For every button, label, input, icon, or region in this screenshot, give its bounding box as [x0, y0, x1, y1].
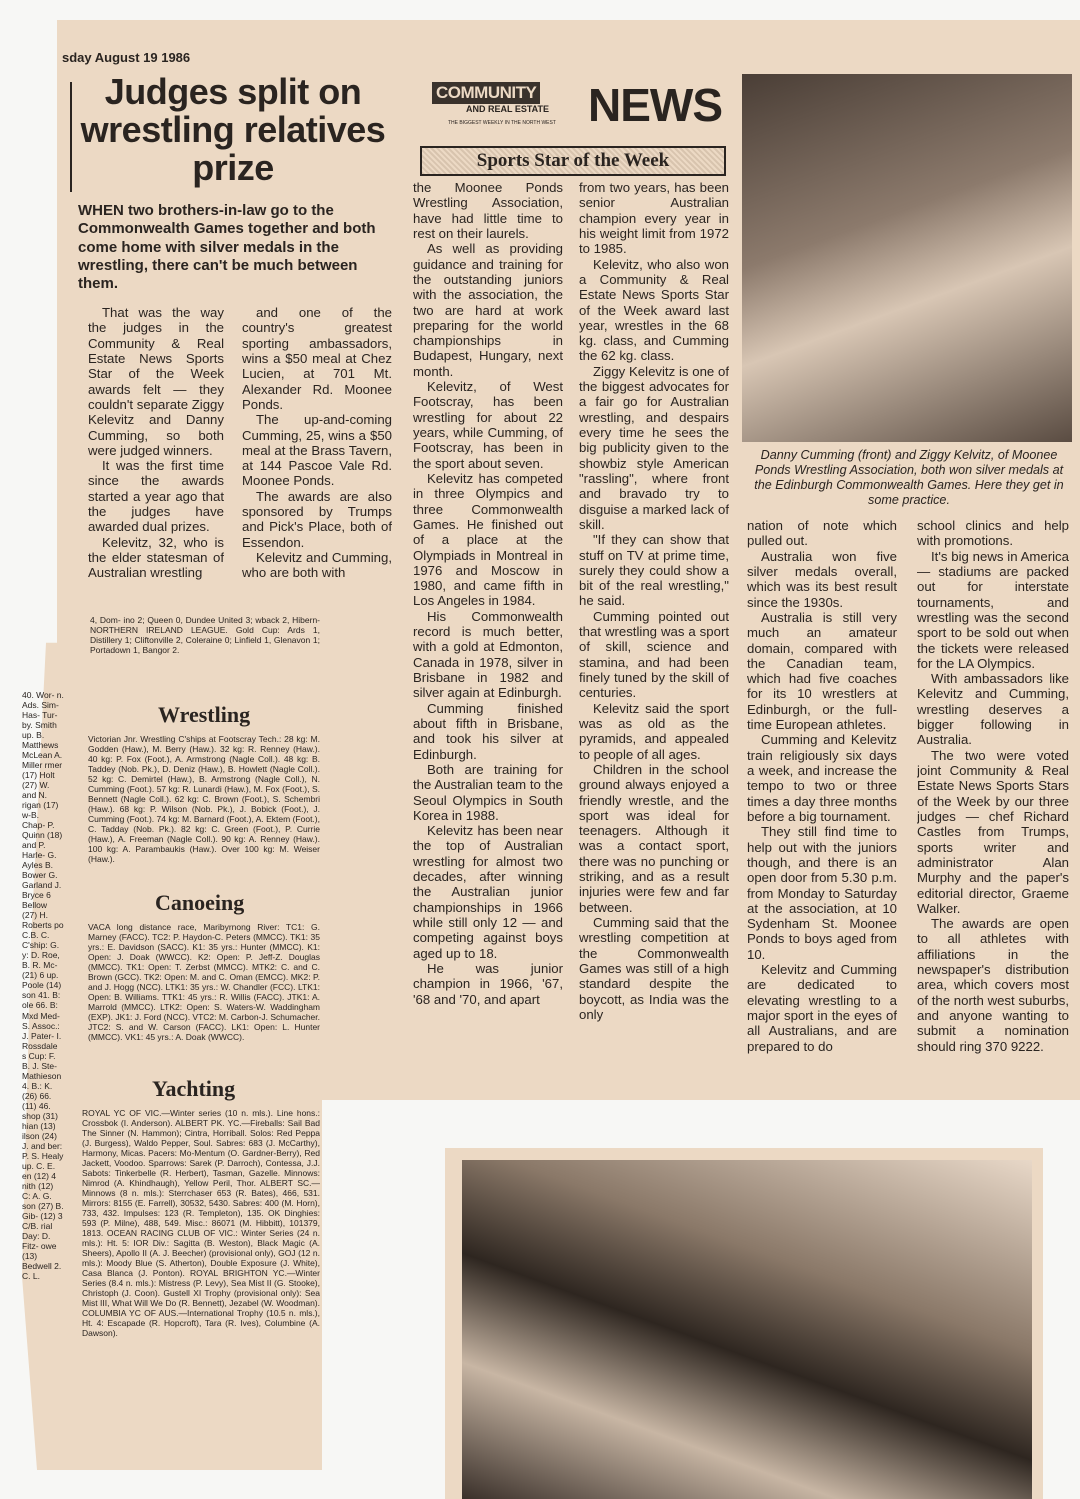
paragraph: Children in the school ground always enjoyed a friendly wrestle, and the sport was ideal for teenagers. Although it was a contact sport, there was no punching or striking, and as a result injuries were few and far between. [579, 761, 729, 915]
paragraph: Australia won five silver medals overall, which was its best result since the 1930s. [747, 548, 897, 610]
feature-title: Sports Star of the Week [420, 146, 726, 176]
masthead [418, 76, 738, 140]
paragraph: Cumming and Kelevitz train religiously six days a week, and increase the tempo to two or three times a day three months before a big tournament. [747, 732, 897, 824]
article-column-5 [747, 518, 897, 1090]
standfirst: WHEN two brothers-in-law go to the Commonwealth Games together and both come home with silver medals in the wrestling, there can't be much between them. [78, 202, 376, 293]
paragraph: Kelevitz has competed in three Olympics and three Commonwealth Games. He finished out of a place at the Olympiads in Montreal in 1976 and Moscow in 1980, and came fifth in Los Angeles in 1984. [413, 470, 563, 609]
canoeing-heading: Canoeing [155, 890, 245, 915]
paragraph: With ambassadors like Kelevitz and Cumming, wrestling deserves a bigger following in Australia. [917, 671, 1069, 748]
paragraph: "If they can show that stuff on TV at prime time, surely they could show a bit of the real wrestling," he said. [579, 532, 729, 609]
paragraph: The awards are open to all athletes with affiliations in the newspaper's distribution area, which covers most of the north west suburbs, and anyone wanting to submit a nomination should ring 370 9222. [917, 916, 1069, 1054]
paragraph: Kelevitz said the sport was as old as the pyramids, and appealed to people of all ages. [579, 700, 729, 762]
canoeing-results: VACA long distance race, Maribyrnong River: TC1: G. Marney (FACC). TC2: P. Haydon-C. Peters (MMCC). TK1: 35 yrs.: E. Davidson (SACC). K1: 35 yrs.: Hunter (MMCC). K1: Open: J. Doak (WWCC). K2: Open: P. Jeff-Z. Douglas (MMCC). TK1: Open: T. Zerbst (MMCC). MTK2: C. and C. Brown (GCC). TK2: Open: M. and C. Oman (EMCC). MK2: P. and J. Hogg (NCC). LTK1: 35 yrs.: W. Chandler (FCC). LTK1: Open: B. Williams. TTK1: 45 yrs.: R. Willis (FACC). JTK1: A. Marrold (MMCC). LTK2: Open: S. Waters-W. Waddingham (EXP). JK1: J. Ford (NCC). VTC2: M. Carbon-J. Schumacher. JTC2: S. and W. Carson (FACC). LK1: Open: L. Hunter (MMCC). VK1: 45 yrs.: A. Doak (WWCC). [88, 922, 320, 1043]
yachting-results: ROYAL YC OF VIC.—Winter series (10 n. mls.). Line hons.: Crossbok (I. Anderson). ALBERT PK. YC.—Fireballs: Sail Bad The Sinner (N. Hammon); Cintra, Horriball. Solos: Red Peppa (J. Burgess), Waldo Pepper, Soul. Sabres: 683 (J. McCarthy), Harmony, Micas. Pacers: Mo-Mentum (O. Gardner-Berry), Red Jackett, Voodoo. Sparrows: Sarek (P. Darroch), Contessa, J.J. Sabots: Tinkerbelle (R. Herbert), Tasman, Gazelle. Minnows: Nimrod (A. Khindhaugh), Yellow Peril, Thor. ALBERT SC.—Minnows (8 n. mls.): Sterrchaser 653 (R. Bates), 466, 531. Mirrors: 8155 (E. Farrell), 30532, 5430. Sabres: 400 (M. Horn), 733, 432. Impulses: 123 (R. Templeton), 135. OK Dinghies: 593 (P. Milne), 488, 549. Misc.: 86071 (M. Hibbitt), 101379, 1813. OCEAN RACING CLUB OF VIC.: Winter Series (24 n. mls.): Ht. 5: IOR Div.: Sagitta (B. Weston), Black Magic (A. Sheers), Apollo II (A. J. Beecher) (provisional only), GOJ (12 n. mls.): Moody Blue (S. Atherton), Double Exposure (J. White), Casa Blanca (J. Ponton). ROYAL BRIGHTON YC.—Winter Series (8.4 n. mls.): Mistress (P. Levy), Sea Mist II (G. Stooke), Christoph (J. Coon). Gustell XI Trophy (provisional only): Sea Mist III, What Will We Do (R. Bennett), Jezabel (W. Woodman). COLUMBIA YC OF AUS.—International Trophy (10.5 n. mls.), Ht. 4: Escapade (R. Hopcroft), Tara (R. Ives), Columbine (A. Dawson). [82, 1108, 320, 1339]
article-column-3 [413, 180, 563, 1090]
dateline: sday August 19 1986 [62, 50, 191, 65]
paragraph: He was junior champion in 1966, '67, '68 and '70, and apart [413, 960, 563, 1007]
paragraph: Cumming finished about fifth in Brisbane, and took his silver at Edinburgh. [413, 700, 563, 762]
wrestlers-practice-photo [742, 74, 1072, 442]
article-column-1 [88, 305, 224, 580]
paragraph: His Commonwealth record is much better, with a gold at Edmonton, Canada in 1978, silver in Brisbane in 1982 and silver again at Edinburgh. [413, 608, 563, 701]
paragraph: from two years, has been senior Australian champion every year in his weight limit from 1972 to 1985. [579, 180, 729, 257]
paragraph: and one of the country's greatest sporting ambassadors, wins a $50 meal at Chez Lucien, at 701 Mt. Alexander Rd. Moonee Ponds. [242, 305, 392, 412]
wrestling-action-photo [462, 1160, 1032, 1499]
wrestling-heading: Wrestling [158, 702, 251, 727]
paragraph: That was the way the judges in the Community & Real Estate News Sports Star of the Week awards felt — they couldn't separate Ziggy Kelevitz and Danny Cumming, so both were judged winners. [88, 305, 224, 458]
football-results: 4, Dom- ino 2; Queen 0, Dundee United 3; wback 2, Hibern- NORTHERN IRELAND LEAGUE. Gold Cup: Ards 1, Distillery 1; Cliftonville 2, Coleraine 0; Linfield 1, Glenavon 1; Portadown 1, Bangor 2. [90, 615, 320, 656]
paragraph: nation of note which pulled out. [747, 518, 897, 549]
paragraph: Kelevitz, who also won a Community & Real Estate News Sports Star of the Week award last year, wrestles in the 68 kg. class, and Cumming the 62 kg. class. [579, 256, 729, 364]
paragraph: Kelevitz has been near the top of Australian wrestling for almost two decades, after winning the Australian junior championships in 1966 while still only 12 — and competing against boys aged up to 18. [413, 823, 563, 961]
masthead-community: COMMUNITY [432, 82, 540, 104]
paragraph: Kelevitz, of West Footscray, has been wrestling for about 22 years, while Cumming, of Footscray, has been in the sport about seven. [413, 379, 563, 471]
masthead-real-estate: AND REAL ESTATE [466, 104, 550, 114]
article-column-6 [917, 518, 1069, 1090]
paragraph: Cumming said that the wrestling competition at the Commonwealth Games was still of a high standard despite the boycott, as India was the only [579, 915, 729, 1022]
partial-results-edge: 40. Wor- n. Ads. Sim- Has- Tur- by. Smith up. B. Matthews McLean A. Miller rmer (17) Holt (27) W. and N. rigan (17) w-B. Chap- P. Quinn (18) and P. Harle- G. Ayles B. Bower G. Garland J. Bryce 6 Bellow (27) H. Roberts po C.B. C. C'ship: G. y: D. Roe, B. R. Mc- (21) 6 up. Poole (14) son 41. B: ole 66. B: Mxd Med- S. Assoc.: J. Pater- I. Rossdale s Cup: F. B. J. Ste- Mathieson 4. B.: K. (26) 66. (11) 46. shop (31) hian (13) ilson (24) J. and ber: P. S. Healy up. C. E. en (12) 4 nith (12) C: A. G. son (27) B. Gib- (12) 3 C/B. rial Day: D. Fitz- owe (13) Bedwell 2. C. L. [22, 690, 64, 1281]
headline-rule [70, 82, 72, 192]
paragraph: It was the first time since the awards started a year ago that the judges have awarded dual prizes. [88, 458, 224, 535]
masthead-tagline: THE BIGGEST WEEKLY IN THE NORTH WEST [448, 120, 556, 126]
paragraph: As well as providing guidance and training for the outstanding juniors with the association, the two are hard at work preparing for the world championships in Budapest, Hungary, next month. [413, 241, 563, 379]
article-column-4 [579, 180, 729, 1090]
paragraph: the Moonee Ponds Wrestling Association, have had little time to rest on their laurels. [413, 180, 563, 241]
headline: Judges split on wrestling relatives prize [80, 71, 386, 188]
paragraph: Australia is still very much an amateur domain, compared with the Canadian team, which had five coaches for its 10 wrestlers at Edinburgh, or the full-time European athletes. [747, 609, 897, 733]
paragraph: Kelevitz, 32, who is the elder statesman of Australian wrestling [88, 534, 224, 580]
paragraph: school clinics and help with promotions. [917, 518, 1069, 549]
paragraph: Both are training for the Australian team to the Seoul Olympics in South Korea in 1988. [413, 761, 563, 823]
paragraph: The two were voted joint Community & Real Estate News Sports Stars of the Week by our three judges — chef Richard Castles from Trumps, sports writer and administrator Alan Murphy and the paper's editorial director, Graeme Walker. [917, 747, 1069, 916]
photo-caption: Danny Cumming (front) and Ziggy Kelvitz, of Moonee Ponds Wrestling Association, both won silver medals at the Edinburgh Commonwealth Games. Here they get in some practice. [754, 448, 1064, 508]
article-column-2 [242, 305, 392, 580]
paragraph: The up-and-coming Cumming, 25, wins a $50 meal at the Brass Tavern, at 144 Pascoe Vale Rd. Moonee Ponds. [242, 412, 392, 489]
wrestling-results: Victorian Jnr. Wrestling C'ships at Footscray Tech.: 28 kg: M. Godden (Haw.), M. Berry (Haw.). 32 kg: R. Renney (Haw.). 40 kg: P. Fox (Foot.), A. Armstrong (Nagle Coll.). 48 kg: B. Taddey (Nob. Pk.), D. Deniz (Haw.), B. Howlett (Nagle Coll.). 52 kg: C. Demirtel (Haw.), B. Armstrong (Nagle Coll.), N. Cumming (Foot.). 57 kg: R. Lunardi (Haw.), M. Fox (Foot.), S. Bennett (Nagle Coll.). 62 kg: C. Brown (Foot.), S. Schembri (Haw.). 68 kg: P. Wilson (Nob. Pk.), J. Bobick (Foot.), J. Cumming (Foot.). 74 kg: M. Barnard (Foot.), A. Ektem (Foot.), C. Tadday (Nob. Pk.). 82 kg: C. Green (Foot.), P. Currie (Haw.), A. Freeman (Nagle Coll.). 90 kg: A. Renney (Haw.). 100 kg: A. Parambaukis (Haw.). Over 100 kg: M. Weiser (Haw.). [88, 734, 320, 865]
paragraph: Ziggy Kelevitz is one of the biggest advocates for a fair go for Australian wrestling, and despairs every time he sees the big publicity given to the showbiz style American "rassling", where front and bravado try to disguise a marked lack of skill. [579, 363, 729, 532]
paragraph: Kelevitz and Cumming, who are both with [242, 550, 392, 580]
masthead-news: NEWS [588, 79, 722, 131]
paragraph: They still find time to help out with the juniors though, and there is an open door from 5.30 p.m. from Monday to Saturday at the association, at 10 Sydenham St. Moonee Ponds to boys aged from 10. [747, 824, 897, 962]
paragraph: It's big news in America — stadiums are packed out for interstate tournaments, and wrestling was the second sport to be sold out when the tickets were released for the LA Olympics. [917, 548, 1069, 671]
paragraph: Kelevitz and Cumming are dedicated to elevating wrestling to a major sport in the eyes of all Australians, and are prepared to do [747, 962, 897, 1054]
paragraph: Cumming pointed out that wrestling was a sport of skill, science and stamina, and had been finely tuned by the skill of centuries. [579, 608, 729, 701]
yachting-heading: Yachting [152, 1076, 236, 1101]
paragraph: The awards are also sponsored by Trumps and Pick's Place, both of Essendon. [242, 488, 392, 550]
